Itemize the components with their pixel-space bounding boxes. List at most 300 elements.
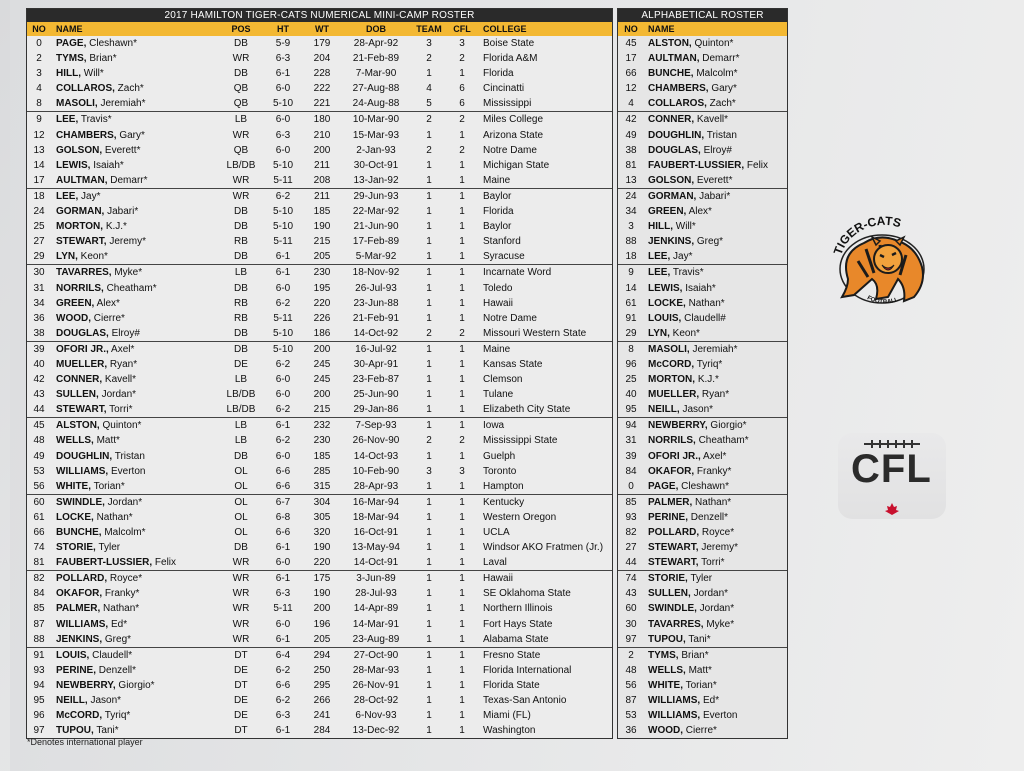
alpha-first-name: Will* <box>675 221 696 233</box>
cell-name <box>51 281 219 296</box>
cell-no: 40 <box>33 358 45 370</box>
alpha-cell-no: 34 <box>625 206 637 218</box>
cell-dob: 30-Apr-91 <box>353 358 399 370</box>
alphabetical-roster-table <box>617 8 788 739</box>
cell-name <box>51 678 219 693</box>
cell-pos: LB/DB <box>226 389 256 401</box>
alpha-cell-no: 88 <box>625 236 637 248</box>
cell-dob: 14-Apr-89 <box>353 603 399 615</box>
cell-last-name: TYMS, <box>56 53 87 65</box>
table-row <box>27 281 612 296</box>
cell-dob: 2-Jan-93 <box>356 144 396 156</box>
cell-team: 3 <box>426 38 432 49</box>
alpha-last-name: WELLS, <box>648 664 686 676</box>
alpha-first-name: Torri* <box>701 557 725 569</box>
cell-wt: 200 <box>313 389 331 401</box>
list-item <box>618 326 787 342</box>
list-item <box>618 708 787 723</box>
cell-last-name: STEWART, <box>56 404 107 416</box>
cell-name <box>51 433 219 448</box>
cell-pos: DB <box>234 221 248 233</box>
cell-last-name: TAVARRES, <box>56 267 112 279</box>
alpha-last-name: CONNER, <box>648 114 695 126</box>
cell-name <box>51 234 219 249</box>
table-row <box>27 342 612 357</box>
table-row <box>27 708 612 723</box>
cell-dob: 3-Jun-89 <box>356 573 396 585</box>
cell-name <box>51 158 219 173</box>
cfl-logo <box>838 433 946 519</box>
list-item <box>618 234 787 249</box>
cell-last-name: LEWIS, <box>56 159 91 171</box>
header-dob: DOB <box>366 24 386 34</box>
cell-cfl: 1 <box>459 588 465 600</box>
cell-college: Syracuse <box>483 251 525 263</box>
cell-last-name: GORMAN, <box>56 206 105 218</box>
cell-team: 1 <box>426 633 432 645</box>
table-row <box>27 158 612 173</box>
cell-college: Hawaii <box>483 573 514 585</box>
cell-no: 91 <box>33 649 45 661</box>
alpha-first-name: Everett* <box>696 174 733 186</box>
alpha-first-name: Tani* <box>688 633 711 645</box>
cell-college: Miami (FL) <box>483 710 531 722</box>
cell-team: 1 <box>426 282 432 294</box>
cell-last-name: SULLEN, <box>56 389 99 401</box>
list-item <box>618 36 787 51</box>
alpha-cell-no: 84 <box>625 465 637 477</box>
cell-cfl: 2 <box>459 144 465 156</box>
cell-cfl: 1 <box>459 174 465 186</box>
list-item <box>618 158 787 173</box>
cell-dob: 28-Apr-93 <box>353 480 399 492</box>
cell-no: 0 <box>36 38 42 49</box>
table-row <box>27 601 612 616</box>
cell-college: Windsor AKO Fratmen (Jr.) <box>483 542 604 554</box>
cell-dob: 7-Mar-90 <box>355 68 397 80</box>
alpha-cell-name <box>644 571 787 586</box>
cell-last-name: COLLAROS, <box>56 83 115 95</box>
cell-ht: 6-1 <box>275 267 291 279</box>
cell-name <box>51 555 219 570</box>
alpha-last-name: AULTMAN, <box>648 53 700 65</box>
cell-pos: DB <box>234 450 248 462</box>
alpha-cell-name <box>644 632 787 647</box>
logo-text-bottom: FOOTBALL <box>865 295 900 306</box>
table-row <box>27 112 612 127</box>
cell-college: Florida State <box>483 679 540 691</box>
alpha-cell-no: 96 <box>625 358 637 370</box>
cell-pos: DE <box>234 664 248 676</box>
cell-ht: 5-10 <box>272 343 293 355</box>
alpha-last-name: LEE, <box>648 251 671 263</box>
cell-ht: 6-2 <box>275 664 291 676</box>
list-item <box>618 311 787 326</box>
list-item <box>618 663 787 678</box>
cell-college: Maine <box>483 343 511 355</box>
alpha-cell-name <box>644 326 787 341</box>
cell-pos: DE <box>234 358 248 370</box>
cell-wt: 211 <box>314 159 330 171</box>
cell-name <box>51 66 219 81</box>
cell-name <box>51 265 219 280</box>
alpha-last-name: McCORD, <box>648 358 695 370</box>
alpha-first-name: Ryan* <box>701 389 730 401</box>
cell-ht: 6-0 <box>275 618 291 630</box>
alpha-cell-no: 49 <box>625 129 637 141</box>
table-row <box>27 143 612 158</box>
cell-dob: 5-Mar-92 <box>355 251 397 263</box>
cell-no: 93 <box>33 664 45 676</box>
alpha-cell-no: 74 <box>625 573 637 585</box>
cell-name <box>51 311 219 326</box>
list-item <box>618 495 787 510</box>
cell-no: 94 <box>33 679 45 691</box>
list-item <box>618 372 787 387</box>
table-row <box>27 479 612 495</box>
cell-ht: 6-0 <box>275 83 291 95</box>
cell-first-name: Giorgio* <box>118 679 155 691</box>
alpha-cell-no: 29 <box>625 327 637 339</box>
table-row <box>27 663 612 678</box>
cell-no: 84 <box>33 588 45 600</box>
cell-last-name: AULTMAN, <box>56 174 108 186</box>
alpha-cell-no: 17 <box>625 53 637 65</box>
alpha-cell-no: 36 <box>625 725 637 737</box>
alpha-cell-name <box>644 357 787 372</box>
cell-first-name: Gary* <box>119 129 145 141</box>
cell-cfl: 1 <box>459 679 465 691</box>
cell-no: 29 <box>33 251 45 263</box>
alpha-cell-name <box>644 678 787 693</box>
cell-first-name: Royce* <box>109 573 143 585</box>
table-row <box>27 249 612 265</box>
cell-no: 60 <box>33 496 45 508</box>
cell-wt: 232 <box>313 420 331 432</box>
cell-pos: QB <box>233 83 249 95</box>
alpha-last-name: LOCKE, <box>648 297 686 309</box>
list-item <box>618 464 787 479</box>
alpha-first-name: Elroy# <box>703 144 732 156</box>
alpha-cell-no: 31 <box>625 435 637 447</box>
cell-no: 42 <box>33 374 45 386</box>
cell-dob: 24-Aug-88 <box>352 98 400 110</box>
cell-pos: OL <box>234 496 248 508</box>
alpha-last-name: LEWIS, <box>648 282 683 294</box>
cell-ht: 6-6 <box>275 679 291 691</box>
cell-dob: 21-Feb-89 <box>352 53 400 65</box>
cell-team: 5 <box>426 98 432 110</box>
cell-cfl: 1 <box>459 267 465 279</box>
alpha-first-name: Denzell* <box>690 511 729 523</box>
cell-dob: 6-Nov-93 <box>355 710 397 722</box>
cell-wt: 294 <box>313 649 331 661</box>
alpha-cell-no: 48 <box>625 664 637 676</box>
cell-first-name: Cheatham* <box>106 282 157 294</box>
alpha-cell-name <box>644 342 787 357</box>
alpha-first-name: Cleshawn* <box>681 480 729 492</box>
cell-team: 1 <box>426 710 432 722</box>
cell-cfl: 1 <box>459 221 465 233</box>
cell-college: Western Oregon <box>483 511 557 523</box>
alpha-cell-name <box>644 464 787 479</box>
list-item <box>618 81 787 96</box>
cell-no: 30 <box>33 267 45 279</box>
cell-pos: DT <box>234 649 248 661</box>
cell-cfl: 1 <box>459 618 465 630</box>
cell-cfl: 1 <box>459 389 465 401</box>
cell-college: Missouri Western State <box>483 327 587 339</box>
cell-wt: 175 <box>313 573 331 585</box>
cell-dob: 15-Mar-93 <box>352 129 400 141</box>
alpha-cell-no: 45 <box>625 38 637 49</box>
cell-wt: 200 <box>313 343 331 355</box>
alpha-cell-no: 60 <box>625 603 637 615</box>
alpha-cell-no: 85 <box>625 496 637 508</box>
table-row <box>27 189 612 204</box>
cell-first-name: Will* <box>83 68 104 80</box>
cell-dob: 28-Jul-93 <box>355 588 397 600</box>
alpha-header-no: NO <box>624 24 638 34</box>
alpha-cell-no: 8 <box>628 343 634 355</box>
cell-cfl: 1 <box>459 190 465 202</box>
cell-first-name: Myke* <box>114 267 143 279</box>
cell-name <box>51 708 219 723</box>
tiger-cats-logo <box>818 213 946 313</box>
cell-dob: 26-Nov-91 <box>352 679 400 691</box>
cell-first-name: Everton <box>111 465 146 477</box>
cell-cfl: 1 <box>459 450 465 462</box>
cell-team: 1 <box>426 174 432 186</box>
cell-first-name: Kavell* <box>104 374 137 386</box>
list-item <box>618 402 787 418</box>
cell-wt: 245 <box>313 358 331 370</box>
footnote: *Denotes international player <box>27 737 143 747</box>
cell-name <box>51 81 219 96</box>
alpha-body <box>618 36 787 738</box>
cell-last-name: CHAMBERS, <box>56 129 117 141</box>
cell-no: 4 <box>36 83 42 95</box>
cell-last-name: SWINDLE, <box>56 496 105 508</box>
cell-last-name: LEE, <box>56 114 79 126</box>
logo-text-top: TIGER-CATS <box>830 213 903 257</box>
table-row <box>27 296 612 311</box>
cell-team: 1 <box>426 725 432 737</box>
alpha-last-name: WHITE, <box>648 679 683 691</box>
cell-dob: 28-Apr-92 <box>353 38 399 49</box>
alpha-cell-name <box>644 158 787 173</box>
cell-team: 3 <box>426 465 432 477</box>
cell-ht: 5-10 <box>272 98 293 110</box>
alpha-cell-name <box>644 540 787 555</box>
cell-cfl: 1 <box>459 695 465 707</box>
cell-first-name: Ryan* <box>109 358 138 370</box>
cell-ht: 6-1 <box>275 573 291 585</box>
cell-ht: 6-4 <box>275 649 291 661</box>
cell-last-name: MORTON, <box>56 221 104 233</box>
cell-wt: 222 <box>313 83 331 95</box>
alpha-last-name: STORIE, <box>648 573 688 585</box>
alpha-cell-no: 18 <box>625 251 637 263</box>
cell-pos: QB <box>233 98 249 110</box>
cell-cfl: 1 <box>459 251 465 263</box>
cell-ht: 6-0 <box>275 144 291 156</box>
cell-cfl: 3 <box>459 465 465 477</box>
cell-pos: OL <box>234 511 248 523</box>
cell-pos: DB <box>234 251 248 263</box>
table-row <box>27 219 612 234</box>
cell-no: 2 <box>36 53 42 65</box>
cell-ht: 6-2 <box>275 695 291 707</box>
cell-pos: OL <box>234 527 248 538</box>
cell-wt: 215 <box>313 404 331 416</box>
alpha-cell-name <box>644 81 787 96</box>
cell-cfl: 1 <box>459 511 465 523</box>
list-item <box>618 433 787 448</box>
table-row <box>27 648 612 663</box>
alpha-last-name: LYN, <box>648 327 670 339</box>
alpha-first-name: Brian* <box>681 649 709 661</box>
cell-no: 44 <box>33 404 45 416</box>
cell-cfl: 1 <box>459 633 465 645</box>
cell-last-name: LOCKE, <box>56 511 94 523</box>
cell-wt: 284 <box>313 725 331 737</box>
alpha-last-name: HILL, <box>648 221 673 233</box>
cell-ht: 6-2 <box>275 404 291 416</box>
alpha-last-name: NEWBERRY, <box>648 420 708 432</box>
cell-first-name: Felix <box>154 557 177 569</box>
alpha-cell-no: 27 <box>625 542 637 554</box>
cell-pos: WR <box>232 174 250 186</box>
list-item <box>618 693 787 708</box>
table-row <box>27 66 612 81</box>
cell-dob: 17-Feb-89 <box>352 236 400 248</box>
cell-cfl: 2 <box>459 435 465 447</box>
cell-last-name: NEILL, <box>56 695 88 707</box>
table-row <box>27 540 612 555</box>
list-item <box>618 571 787 586</box>
list-item <box>618 586 787 601</box>
cell-ht: 6-1 <box>275 251 291 263</box>
alpha-last-name: GREEN, <box>648 206 687 218</box>
alpha-last-name: WILLIAMS, <box>648 695 701 707</box>
cell-college: Florida <box>483 206 514 218</box>
cell-dob: 16-Mar-94 <box>352 496 400 508</box>
alpha-first-name: Claudell# <box>684 312 726 324</box>
cell-last-name: DOUGHLIN, <box>56 450 113 462</box>
list-item <box>618 143 787 158</box>
alpha-cell-no: 61 <box>625 297 637 309</box>
cell-name <box>51 143 219 158</box>
cell-last-name: STEWART, <box>56 236 107 248</box>
cell-last-name: NORRILS, <box>56 282 104 294</box>
alpha-cell-no: 3 <box>628 221 634 233</box>
alpha-first-name: Cierre* <box>685 725 717 737</box>
table-row <box>27 51 612 66</box>
cell-pos: WR <box>232 633 250 645</box>
cell-name <box>51 387 219 402</box>
cell-pos: DB <box>234 68 248 80</box>
cell-name <box>51 128 219 143</box>
cell-name <box>51 540 219 555</box>
cell-cfl: 1 <box>459 725 465 737</box>
alpha-first-name: Nathan* <box>688 297 725 309</box>
cell-dob: 30-Oct-91 <box>353 159 399 171</box>
cell-ht: 6-3 <box>275 53 291 65</box>
cell-college: Iowa <box>483 420 505 432</box>
cell-no: 88 <box>33 633 45 645</box>
cell-cfl: 1 <box>459 573 465 585</box>
cell-first-name: Everett* <box>104 144 141 156</box>
cell-no: 27 <box>33 236 45 248</box>
list-item <box>618 479 787 495</box>
cell-college: Stanford <box>483 236 521 248</box>
cell-cfl: 1 <box>459 297 465 309</box>
cell-pos: DB <box>234 542 248 554</box>
cell-cfl: 1 <box>459 159 465 171</box>
list-item <box>618 96 787 112</box>
cell-ht: 5-11 <box>273 236 293 248</box>
cell-ht: 6-0 <box>275 282 291 294</box>
alpha-cell-name <box>644 402 787 417</box>
cell-cfl: 1 <box>459 649 465 661</box>
table-row <box>27 464 612 479</box>
cell-dob: 29-Jun-93 <box>353 190 399 202</box>
cell-ht: 5-11 <box>273 174 293 186</box>
alpha-cell-no: 97 <box>625 633 637 645</box>
cell-team: 1 <box>426 695 432 707</box>
cell-last-name: MASOLI, <box>56 98 98 110</box>
table-row <box>27 433 612 448</box>
cell-no: 53 <box>33 465 45 477</box>
cell-college: Notre Dame <box>483 312 537 324</box>
cell-pos: LB <box>234 420 248 432</box>
cell-team: 1 <box>426 603 432 615</box>
cell-college: Fresno State <box>483 649 541 661</box>
cell-first-name: Torri* <box>109 404 133 416</box>
cell-cfl: 1 <box>459 236 465 248</box>
cell-dob: 27-Oct-90 <box>353 649 399 661</box>
cell-last-name: POLLARD, <box>56 573 108 585</box>
cfl-wordmark: CFL <box>851 447 932 491</box>
cell-first-name: Nathan* <box>96 511 133 523</box>
cell-last-name: GOLSON, <box>56 144 103 156</box>
cell-no: 97 <box>33 725 45 737</box>
cell-cfl: 1 <box>459 68 465 80</box>
cell-last-name: OKAFOR, <box>56 588 103 600</box>
cell-no: 18 <box>33 190 45 202</box>
cell-pos: LB <box>234 114 248 126</box>
cell-pos: RB <box>234 312 248 324</box>
list-item <box>618 128 787 143</box>
alpha-cell-name <box>644 296 787 311</box>
cell-team: 1 <box>426 221 432 233</box>
cell-dob: 23-Aug-89 <box>352 633 400 645</box>
alpha-first-name: Malcolm* <box>696 68 738 80</box>
alpha-cell-name <box>644 265 787 280</box>
cell-dob: 14-Oct-91 <box>353 557 399 569</box>
list-item <box>618 555 787 571</box>
cell-last-name: OFORI JR., <box>56 343 109 355</box>
cell-team: 1 <box>426 68 432 80</box>
alpha-cell-name <box>644 281 787 296</box>
cell-pos: DB <box>234 343 248 355</box>
cell-last-name: ALSTON, <box>56 420 100 432</box>
alpha-cell-name <box>644 648 787 663</box>
cell-dob: 25-Jun-90 <box>353 389 399 401</box>
cell-name <box>51 571 219 586</box>
list-item <box>618 632 787 648</box>
